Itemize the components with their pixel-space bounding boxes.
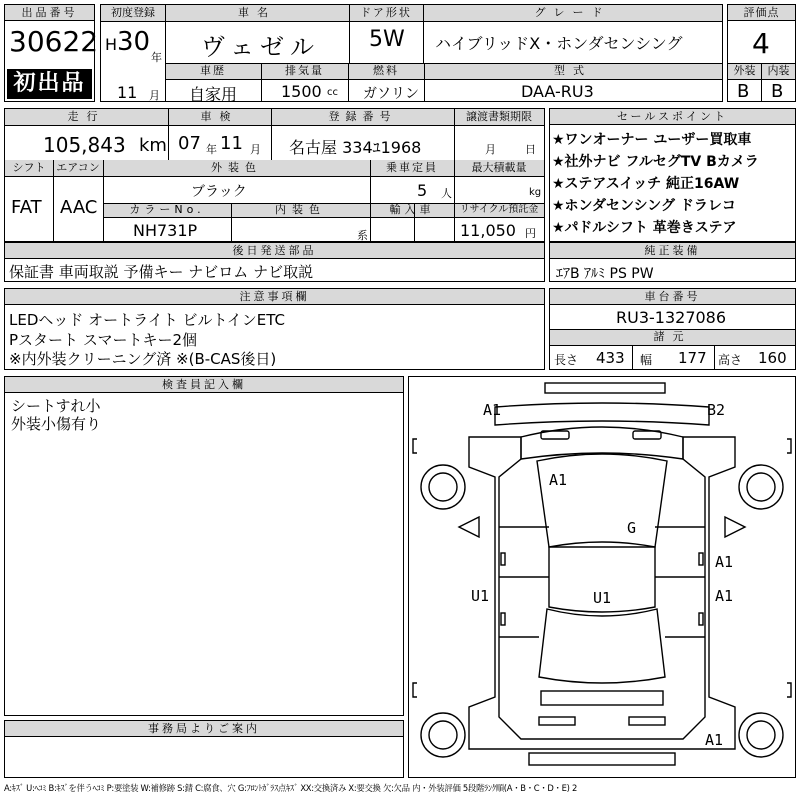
damage-mark: A1 — [705, 731, 724, 749]
door-label: ドア形状 — [360, 6, 412, 19]
lot-number: 30622 — [9, 25, 99, 58]
inspection-month-unit: 月 — [250, 143, 261, 156]
color-value: ブラック — [191, 184, 247, 200]
plate-label: 登録番号 — [328, 110, 397, 123]
car-diagram-box — [408, 376, 796, 778]
door-value: 5W — [369, 27, 405, 52]
history-value: 自家用 — [189, 85, 238, 104]
shift-label: シフト — [12, 161, 46, 174]
sales-point-3: ★ステアスイッチ 純正16AW — [552, 176, 740, 192]
model-value: DAA-RU3 — [521, 82, 594, 101]
damage-mark: U1 — [593, 589, 612, 607]
later-parts-value: 保証書 車両取説 予備キー ナビロム ナビ取説 — [9, 263, 314, 281]
mileage-label: 走行 — [67, 110, 106, 123]
notes-line-2: Pスタート スマートキー2個 — [9, 331, 198, 349]
damage-mark: A1 — [715, 553, 734, 571]
grade-value: ハイブリッドX・ホンダセンシング — [435, 34, 683, 53]
first-listing-badge: 初出品 — [7, 69, 92, 99]
color-code-label: カラーNo. — [129, 203, 205, 216]
sales-point-1: ★ワンオーナー ユーザー買取車 — [552, 132, 752, 148]
inspector-line-1: シートすれ小 — [11, 397, 101, 415]
recycle-unit: 円 — [525, 227, 536, 240]
plate-value: 名古屋 334ﾕ1968 — [289, 138, 422, 157]
inspection-year: 07 — [178, 133, 201, 154]
top-info-box — [100, 4, 723, 102]
displacement-value: 1500 — [281, 82, 322, 101]
height-value: 160 — [758, 349, 787, 367]
damage-mark: G — [627, 519, 637, 537]
lot-box — [4, 4, 99, 102]
damage-mark: B2 — [707, 401, 726, 419]
notes-line-1: LEDヘッド オートライト ビルトインETC — [9, 311, 285, 329]
first-reg-month: 11 — [117, 83, 138, 102]
sales-point-2: ★社外ナビ フルセグTV Bカメラ — [552, 154, 759, 170]
mileage-unit: km — [139, 135, 167, 156]
first-reg-year-unit: 年 — [151, 51, 162, 64]
legend-text: A:ｷｽﾞ U:ﾍｺﾐ B:ｷｽﾞを伴うﾍｺﾐ P:要塗装 W:補修跡 S:錆 C:腐食、穴 G:ﾌﾛﾝﾄｶﾞﾗｽ点ｷｽﾞ XX:交換済み X:要交換 欠:欠品 内・外装評価 5段階ﾗﾝｸ順(A・B・C・D・E) 2 — [4, 783, 577, 793]
inspection-label: 車検 — [200, 110, 239, 123]
color-label: 外装色 — [211, 161, 262, 174]
sales-points-label: セールスポイント — [550, 109, 795, 125]
int-score-label: 内装 — [767, 64, 790, 77]
sales-points-box — [549, 108, 796, 242]
lot-label: 出品番号 — [5, 5, 94, 21]
later-parts-box — [4, 242, 545, 282]
inspector-box — [4, 376, 404, 716]
equipment-value: ｴｱB ｱﾙﾐ PS PW — [556, 266, 654, 282]
recycle-value: 11,050 — [460, 221, 516, 240]
first-reg-year: 30 — [117, 27, 151, 57]
car-diagram — [409, 377, 795, 777]
int-score: B — [771, 81, 784, 102]
load-unit: kg — [529, 187, 542, 198]
equipment-label: 純正装備 — [550, 243, 795, 259]
notes-line-3: ※内外装クリーニング済 ※(B-CAS後日) — [9, 350, 277, 368]
length-value: 433 — [596, 349, 625, 367]
damage-mark: A1 — [549, 471, 568, 489]
aircon-label: エアコン — [56, 161, 100, 174]
chassis-label: 車台番号 — [550, 289, 795, 305]
damage-mark: U1 — [471, 587, 490, 605]
damage-mark: A1 — [483, 401, 502, 419]
shift-value: FAT — [11, 197, 42, 218]
chassis-value: RU3-1327086 — [616, 308, 727, 327]
car-name: ヴェゼル — [201, 33, 321, 61]
score-box — [727, 4, 796, 102]
office-label: 事務局よりご案内 — [5, 721, 403, 737]
spec-box — [4, 108, 545, 242]
inspector-line-2: 外装小傷有り — [11, 415, 102, 433]
grade-label: グレード — [534, 6, 611, 19]
notes-label: 注意事項欄 — [5, 289, 544, 305]
first-reg-month-unit: 月 — [149, 89, 160, 102]
chassis-box — [549, 288, 796, 370]
inspection-month: 11 — [220, 133, 243, 154]
inspector-label: 検査員記入欄 — [5, 377, 403, 393]
recycle-label: リサイクル預託金 — [459, 204, 539, 215]
capacity-label: 乗車定員 — [386, 161, 438, 174]
displacement-unit: cc — [327, 87, 338, 98]
displacement-label: 排気量 — [285, 64, 324, 77]
damage-mark: A1 — [715, 587, 734, 605]
import-label: 輸入車 — [389, 203, 435, 216]
dims-label: 諸元 — [653, 330, 692, 343]
model-label: 型式 — [554, 64, 592, 77]
inspection-year-unit: 年 — [206, 143, 217, 156]
capacity-unit: 人 — [441, 187, 452, 200]
transfer-month-unit: 月 — [485, 143, 496, 156]
aircon-value: AAC — [60, 197, 98, 218]
later-parts-label: 後日発送部品 — [5, 243, 544, 259]
ext-score-label: 外装 — [733, 64, 756, 77]
sales-point-5: ★パドルシフト 革巻きステア — [552, 220, 737, 236]
notes-box — [4, 288, 545, 370]
sales-point-4: ★ホンダセンシング ドラレコ — [552, 198, 736, 214]
car-name-label: 車名 — [238, 6, 276, 19]
transfer-label: 譲渡書類期限 — [466, 110, 532, 123]
score-value: 4 — [752, 27, 770, 60]
width-value: 177 — [678, 349, 707, 367]
ext-score: B — [737, 81, 750, 102]
capacity-value: 5 — [417, 181, 428, 200]
interior-label: 内装色 — [275, 203, 326, 216]
first-reg-label: 初度登録 — [111, 6, 155, 19]
equipment-box — [549, 242, 796, 282]
length-label: 長さ — [554, 353, 579, 367]
load-label: 最大積載量 — [471, 161, 527, 174]
height-label: 高さ — [718, 353, 743, 367]
history-label: 車歴 — [200, 64, 226, 77]
interior-suffix: 系 — [357, 229, 368, 242]
width-label: 幅 — [640, 353, 653, 367]
score-label: 評価点 — [728, 5, 795, 21]
office-box — [4, 720, 404, 778]
fuel-value: ガソリン — [363, 86, 419, 102]
fuel-label: 燃料 — [373, 64, 399, 77]
transfer-day-unit: 日 — [525, 143, 536, 156]
color-code: NH731P — [133, 221, 198, 240]
first-reg-era: H — [105, 35, 118, 54]
mileage-value: 105,843 — [43, 133, 126, 157]
